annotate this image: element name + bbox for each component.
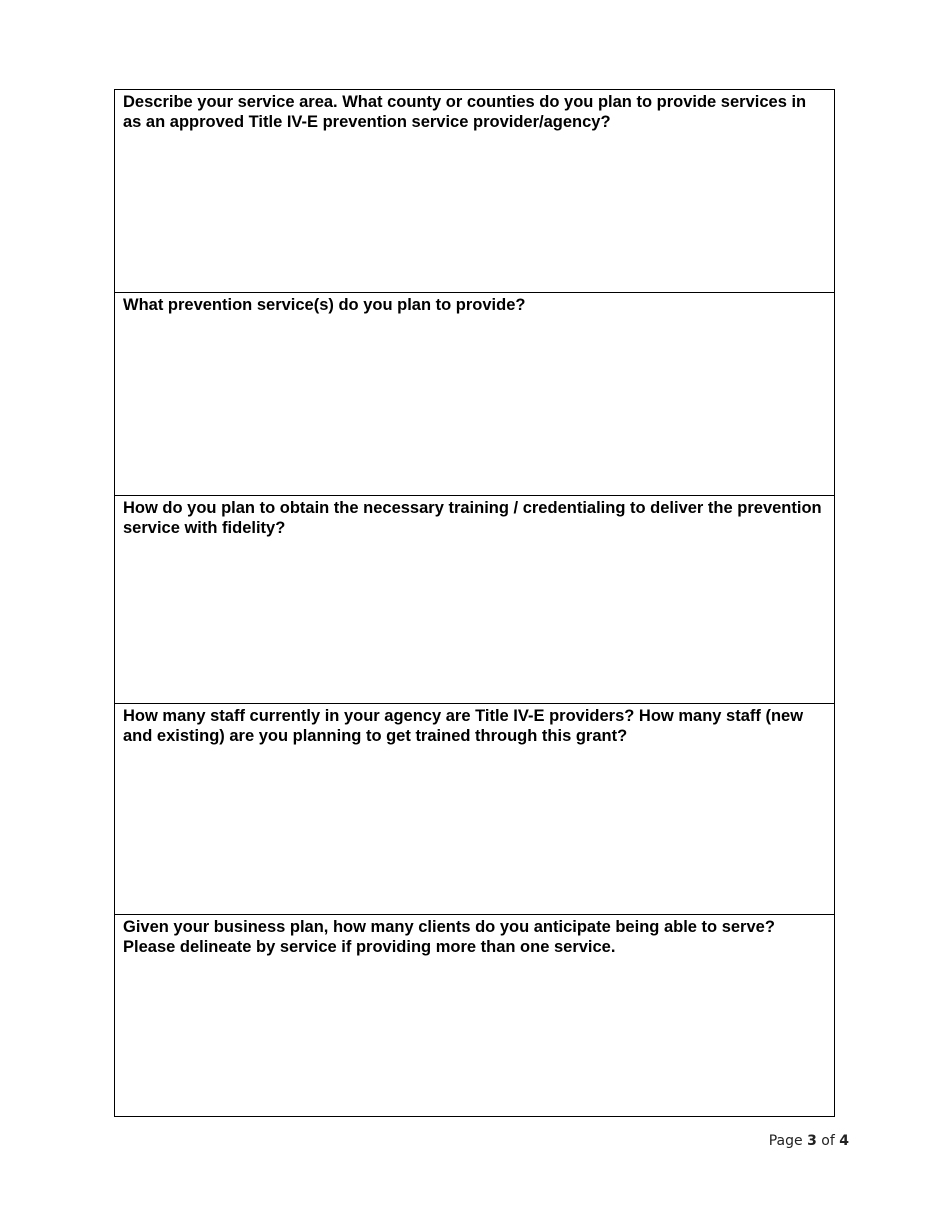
question-prevention-services[interactable] <box>115 293 834 496</box>
page-total: 4 <box>839 1133 849 1149</box>
question-text: Given your business plan, how many clients do you anticipate being able to serve? Please delineate by service if providing more than one service. <box>123 918 775 956</box>
page-label: Page <box>768 1133 803 1149</box>
question-training[interactable] <box>115 496 834 704</box>
page-current: 3 <box>807 1133 817 1149</box>
question-text: What prevention service(s) do you plan to provide? <box>123 296 526 314</box>
form-table <box>114 89 835 1117</box>
page-number <box>769 1133 849 1149</box>
question-text: Describe your service area. What county or counties do you plan to provide services in as an approved Title IV-E prevention service provider/agency? <box>123 93 807 131</box>
question-text: How many staff currently in your agency are Title IV-E providers? How many staff (new and existing) are you planning to get trained through this grant? <box>123 707 804 745</box>
question-text: How do you plan to obtain the necessary training / credentialing to deliver the prevention service with fidelity? <box>123 499 822 537</box>
question-clients[interactable] <box>115 915 834 1116</box>
of-label: of <box>821 1133 835 1149</box>
question-service-area[interactable] <box>115 90 834 293</box>
question-staff[interactable] <box>115 704 834 915</box>
